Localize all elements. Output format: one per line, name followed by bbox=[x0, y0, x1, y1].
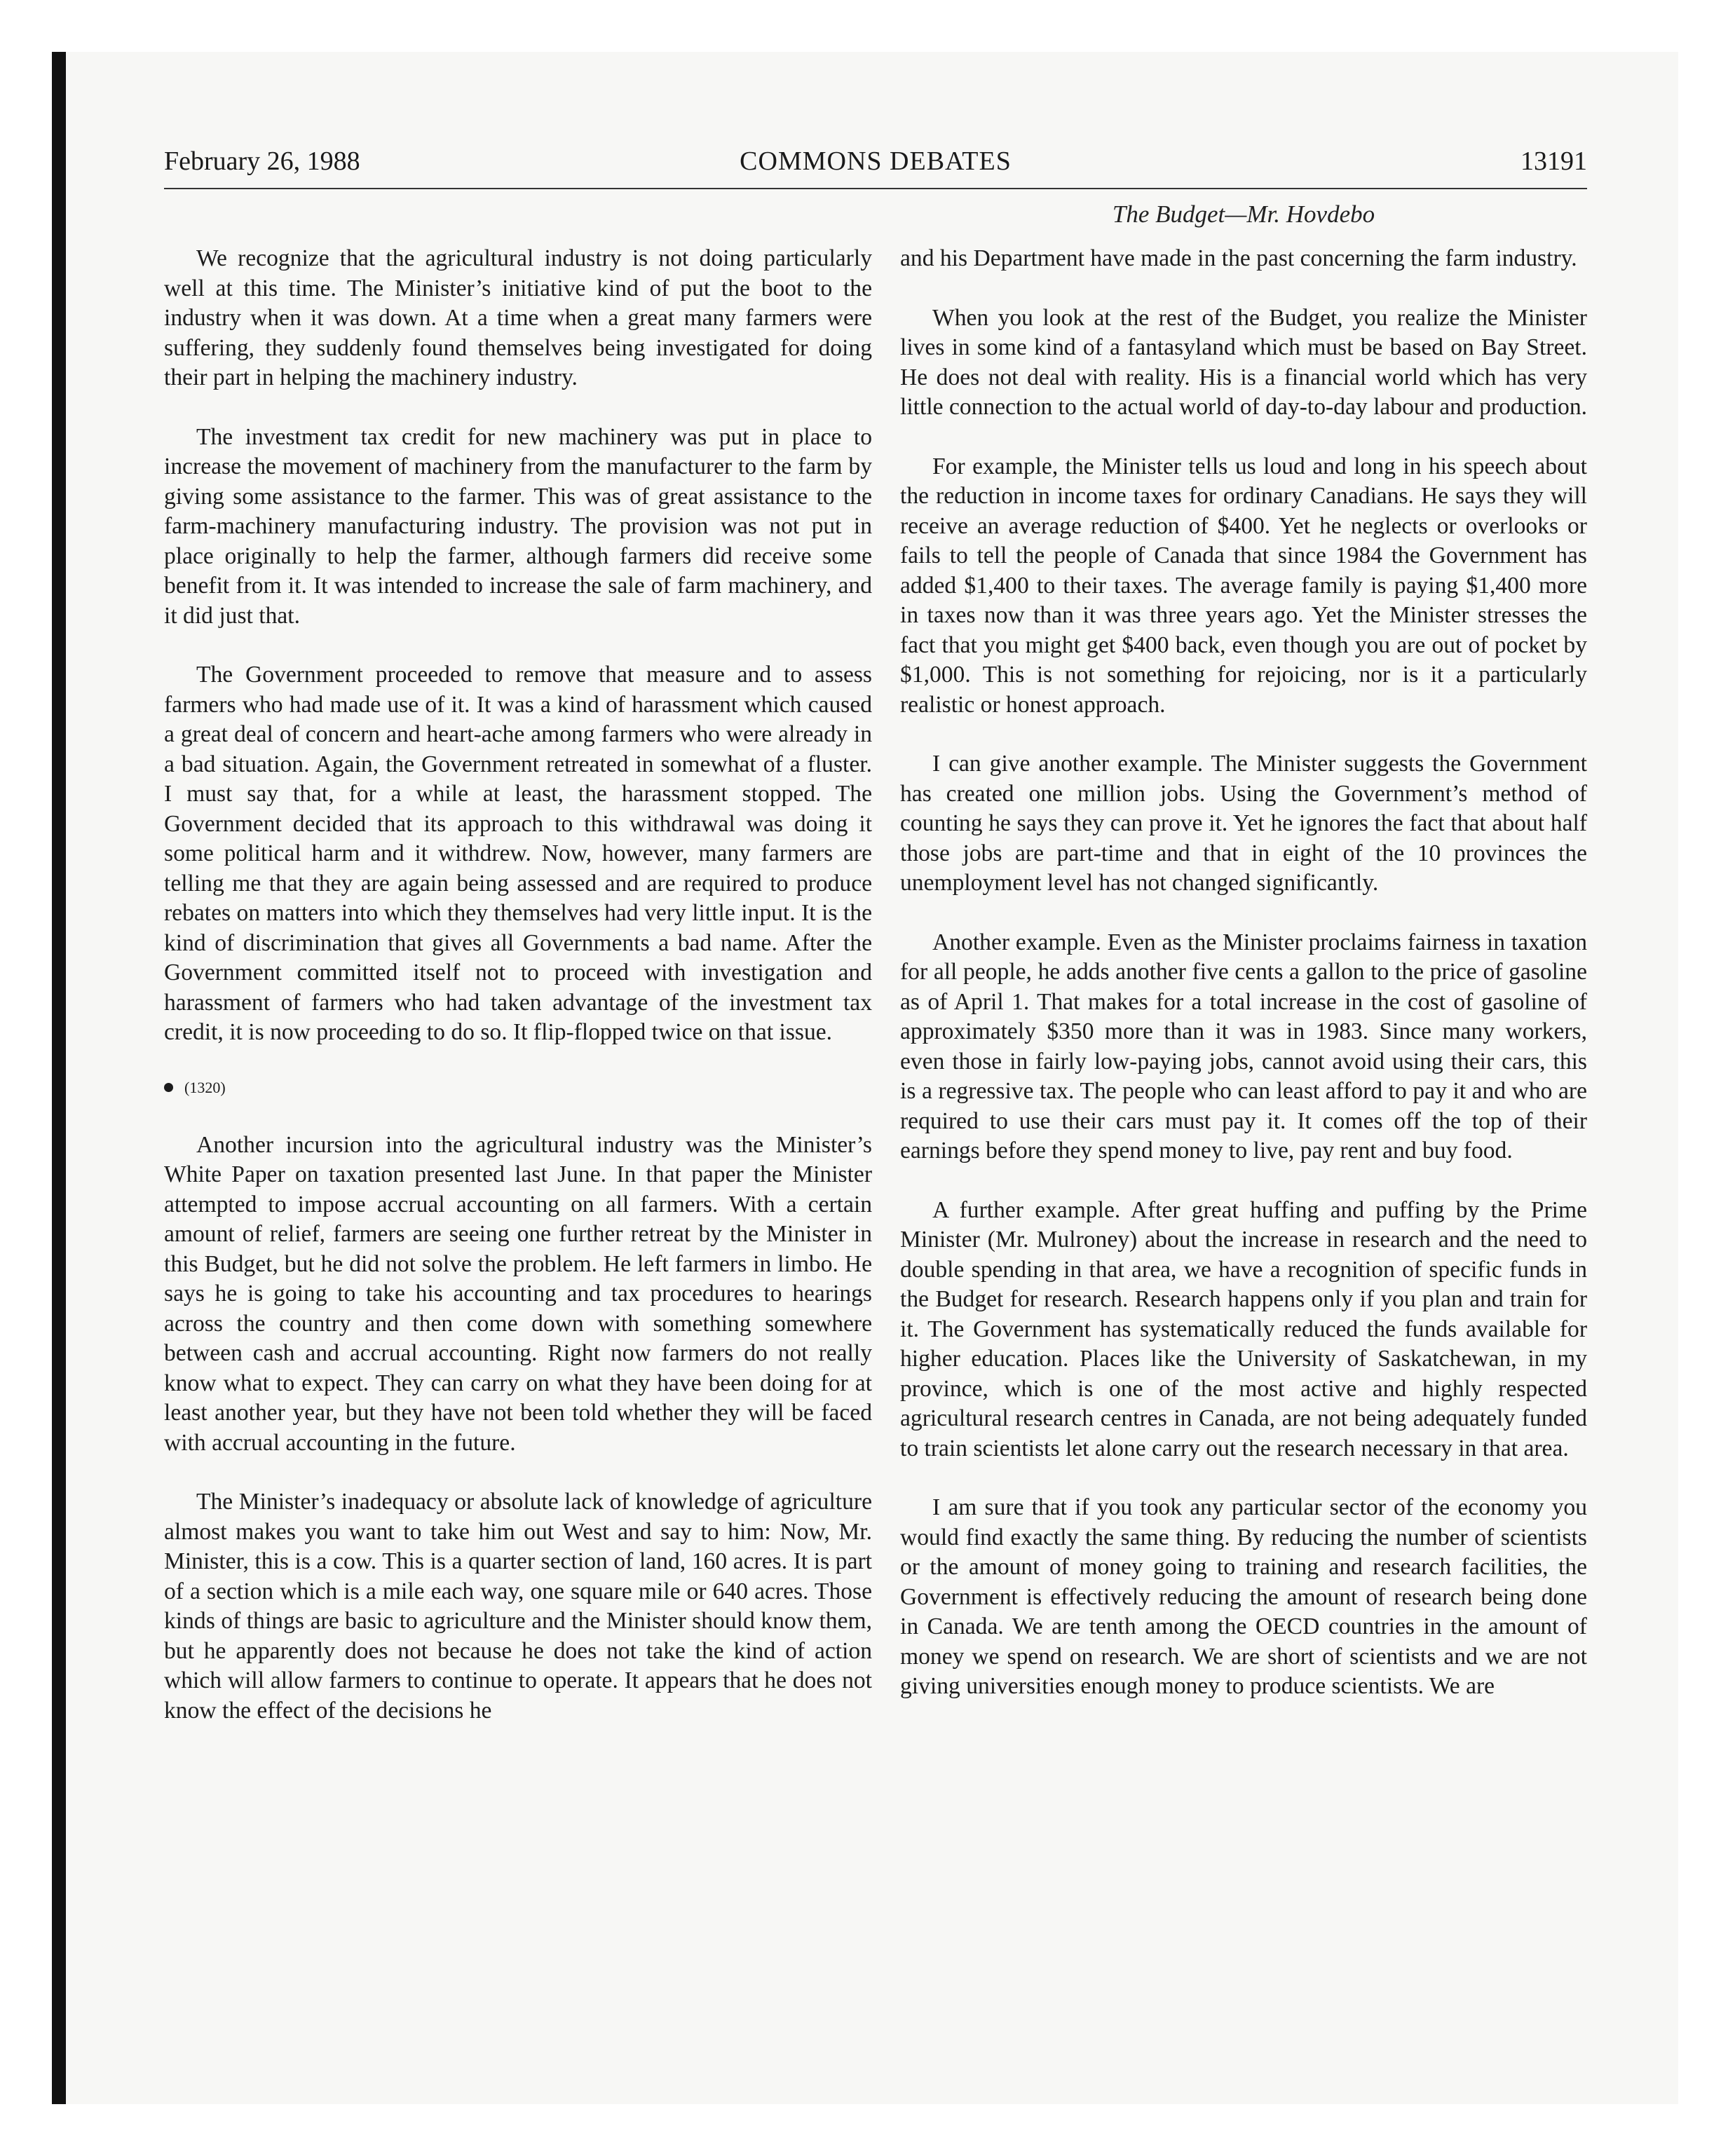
paragraph-continued: and his Department have made in the past concerning the farm industry. bbox=[900, 245, 1577, 271]
time-marker-label: (1320) bbox=[184, 1078, 226, 1096]
paragraph: I am sure that if you took any particular sector of the economy you would find exactly the same thing. By reducing the number of scientists or the amount of money going to training and research facilities, the Government is effectively reducing the amount of research being done in Canada. We are tenth among the OECD countries in the amount of money we spend on research. We are short of scientists and we are not giving universities enough money to produce scientists. We are bbox=[900, 1494, 1587, 1699]
bullet-icon bbox=[164, 1083, 173, 1092]
paragraph: For example, the Minister tells us loud and long in his speech about the reduction in income taxes for ordinary Canadians. He says they will receive an average reduction of $400. Yet he neglects or overlooks or fails to tell the people of Canada that since 1984 the Government has added $1,400 to their taxes. The average family is paying $1,400 more in taxes now than it was three years ago. Yet the Minister stresses the fact that you might get $400 back, even though you are out of pocket by $1,000. This is not something for rejoicing, nor is it a particularly realistic or honest approach. bbox=[900, 453, 1587, 718]
right-column bbox=[900, 244, 1587, 1731]
time-marker bbox=[164, 1077, 872, 1098]
running-head: The Budget—Mr. Hovdebo bbox=[1112, 200, 1375, 228]
paragraph: We recognize that the agricultural industry is not doing particularly well at this time. The Minister’s initiative kind of put the boot to the industry when it was down. At a time when a great many farmers were suffering, they suddenly found themselves being investigated for doing their part in helping the machinery industry. bbox=[164, 245, 872, 390]
left-column bbox=[164, 244, 872, 1755]
paragraph: When you look at the rest of the Budget, you realize the Minister lives in some kind of a fantasyland which must be based on Bay Street. He does not deal with reality. His is a financial world which has very little connection to the actual world of day-to-day labour and production. bbox=[900, 304, 1587, 420]
paragraph: Another example. Even as the Minister proclaims fairness in taxation for all people, he adds another five cents a gallon to the price of gasoline as of April 1. That makes for a total increase in the cost of gasoline of approximately $350 more than it was in 1983. Since many workers, even those in fairly low-paying jobs, cannot avoid using their cars, this is a regressive tax. The people who can least afford to pay it and who are required to use their cars must pay it. It comes off the top of their earnings before they spend money to live, pay rent and buy food. bbox=[900, 929, 1587, 1164]
paragraph: A further example. After great huffing and puffing by the Prime Minister (Mr. Mulroney) about the increase in research and the need to double spending in that area, we have a recognition of specific funds in the Budget for research. Research happens only if you plan and train for it. The Government has systematically reduced the funds available for higher education. Places like the University of Saskatchewan, in my province, which is one of the most active and highly respected agricultural research centres in Canada, are not being adequately funded to train scientists let alone carry out the research necessary in that area. bbox=[900, 1196, 1587, 1461]
header-page-number: 13191 bbox=[1520, 146, 1587, 176]
header-date: February 26, 1988 bbox=[164, 146, 360, 176]
header-title: COMMONS DEBATES bbox=[740, 146, 1012, 176]
paragraph: I can give another example. The Minister suggests the Government has created one million jobs. Using the Government’s method of counting he says they can prove it. Yet he ignores the fact that about half those jobs are part-time and that in eight of the 10 provinces the unemployment level has not changed significantly. bbox=[900, 751, 1587, 896]
paragraph: Another incursion into the agricultural industry was the Minister’s White Paper on taxation presented last June. In that paper the Minister attempted to impose accrual accounting on all farmers. With a certain amount of relief, farmers are seeing one further retreat by the Minister in this Budget, but he did not solve the problem. He left farmers in limbo. He says he is going to take his accounting and tax procedures to hearings across the country and then come down with something somewhere between cash and accrual accounting. Right now farmers do not really know what to expect. They can carry on what they have been doing for at least another year, but they have not been told whether they will be faced with accrual accounting in the future. bbox=[164, 1131, 872, 1456]
page-header bbox=[164, 146, 1587, 189]
paragraph: The Government proceeded to remove that measure and to assess farmers who had made use of it. It was a kind of harassment which caused a great deal of concern and heart-ache among farmers who were already in a bad situation. Again, the Government retreated in somewhat of a fluster. I must say that, for a while at least, the harassment stopped. The Government decided that its approach to this withdrawal was doing it some political harm and it withdrew. Now, however, many farmers are telling me that they are again being assessed and are required to produce rebates on matters into which they themselves had very little input. It is the kind of discrimination that gives all Governments a bad name. After the Government committed itself not to proceed with investigation and harassment of farmers who had taken advantage of the investment tax credit, it is now proceeding to do so. It flip-flopped twice on that issue. bbox=[164, 662, 872, 1045]
paragraph: The Minister’s inadequacy or absolute lack of knowledge of agriculture almost makes you want to take him out West and say to him: Now, Mr. Minister, this is a cow. This is a quarter section of land, 160 acres. It is part of a section which is a mile each way, one square mile or 640 acres. Those kinds of things are basic to agriculture and the Minister should know them, but he apparently does not because he does not take the kind of action which will allow farmers to continue to operate. It appears that he does not know the effect of the decisions he bbox=[164, 1489, 872, 1724]
scan-edge-bar bbox=[52, 52, 66, 2104]
paragraph: The investment tax credit for new machinery was put in place to increase the movement of machinery from the manufacturer to the farm by giving some assistance to the farmer. This was of great assistance to the farm-machinery manufacturing industry. The provision was not put in place originally to help the farmer, although farmers did receive some benefit from it. It was intended to increase the sale of farm machinery, and it did just that. bbox=[164, 423, 872, 629]
